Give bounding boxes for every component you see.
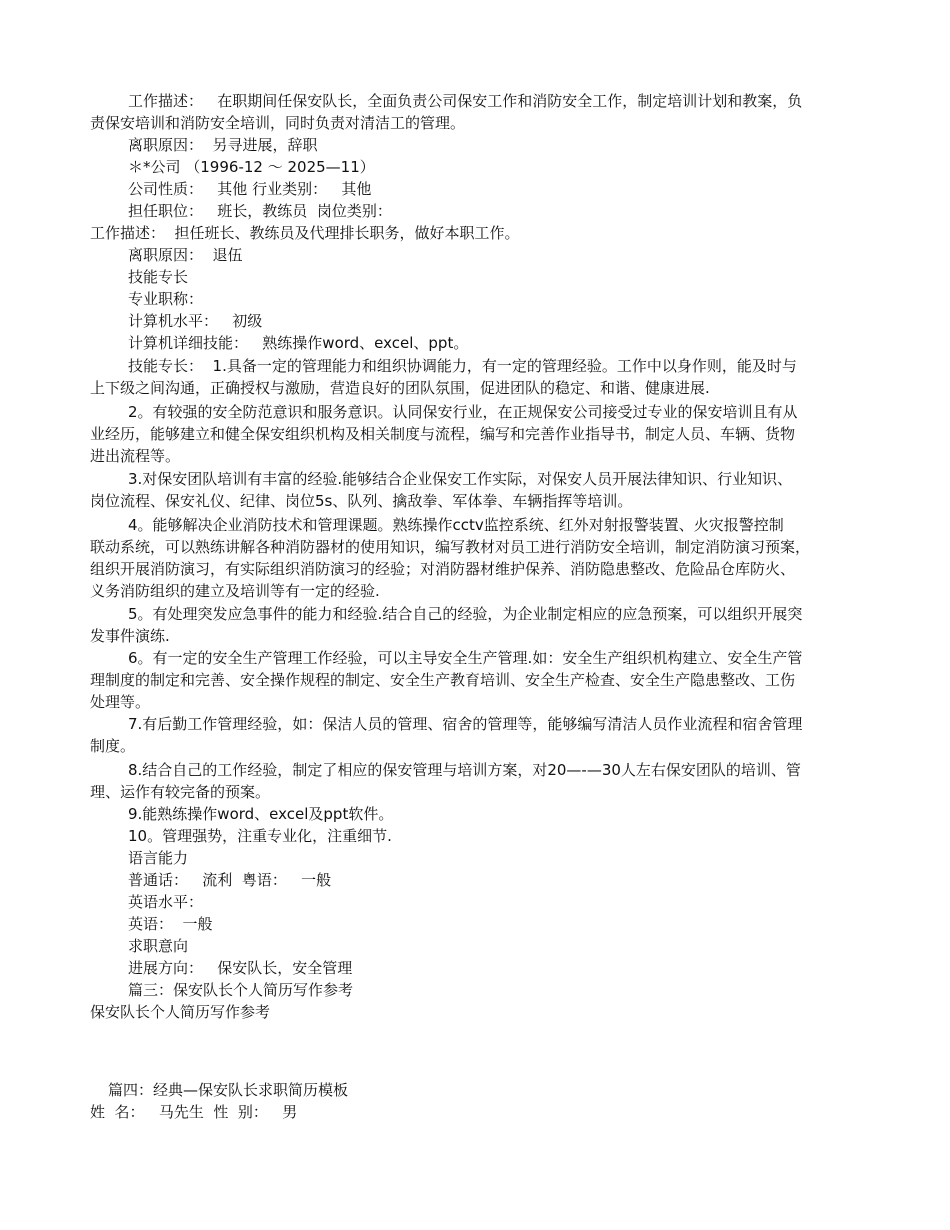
- text-line: 工作描述： 担任班长、教练员及代理排长职务，做好本职工作。: [90, 224, 520, 242]
- text-line: 计算机详细技能： 熟练操作word、excel、ppt。: [128, 334, 469, 352]
- text-line: 进展方向： 保安队长，安全管理: [128, 959, 353, 977]
- section-heading: 篇三：保安队长个人简历写作参考: [128, 981, 354, 999]
- text-line: 英语水平：: [128, 893, 204, 911]
- text-line: 10。管理强势，注重专业化，注重细节.: [128, 827, 392, 845]
- text-line: ＊*公司 （1996-12 ～ 2025—11）: [128, 158, 375, 176]
- text-line: 组织开展消防演习，有实际组织消防演习的经验；对消防器材维护保养、消防隐患整改、危险品仓库防火、: [90, 560, 796, 578]
- text-line: 计算机水平： 初级: [128, 312, 263, 330]
- text-line: 英语： 一般: [128, 915, 213, 933]
- text-line: 9.能熟练操作word、excel及ppt软件。: [128, 805, 394, 823]
- text-line: 责保安培训和消防安全培训，同时负责对清洁工的管理。: [90, 114, 466, 132]
- text-line: 制度。: [90, 737, 136, 755]
- text-line: 保安队长个人简历写作参考: [90, 1003, 271, 1021]
- text-line: 上下级之间沟通，正确授权与激励，营造良好的团队氛围，促进团队的稳定、和谐、健康进展.: [90, 379, 710, 397]
- section-heading: 篇四：经典—保安队长求职简历模板: [108, 1081, 349, 1099]
- text-line: 离职原因： 退伍: [128, 246, 243, 264]
- text-line: 公司性质： 其他 行业类别： 其他: [128, 180, 372, 198]
- text-line: 工作描述： 在职期间任保安队长，全面负责公司保安工作和消防安全工作，制定培训计划和教案，负: [128, 92, 803, 110]
- text-line: 技能专长： 1.具备一定的管理能力和组织协调能力，有一定的管理经验。工作中以身作则，能及时与: [128, 357, 797, 375]
- text-line: 专业职称：: [128, 290, 204, 308]
- text-line: 姓 名： 马先生 性 别： 男: [90, 1103, 298, 1121]
- section-heading: 语言能力: [128, 849, 189, 867]
- text-line: 处理等。: [90, 693, 151, 711]
- text-line: 5。有处理突发应急事件的能力和经验.结合自己的经验，为企业制定相应的应急预案，可以组织开展突: [128, 605, 803, 623]
- text-line: 6。有一定的安全生产管理工作经验，可以主导安全生产管理.如：安全生产组织机构建立、安全生产管: [128, 649, 803, 667]
- text-line: 理制度的制定和完善、安全操作规程的制定、安全生产教育培训、安全生产检查、安全生产隐患整改、工伤: [90, 671, 796, 689]
- section-heading: 求职意向: [128, 937, 189, 955]
- text-line: 8.结合自己的工作经验，制定了相应的保安管理与培训方案，对20—-—30人左右保安团队的培训、管: [128, 761, 801, 779]
- text-line: 发事件演练.: [90, 627, 170, 645]
- section-heading: 技能专长: [128, 268, 189, 286]
- text-line: 普通话： 流利 粤语： 一般: [128, 871, 332, 889]
- text-line: 3.对保安团队培训有丰富的经验.能够结合企业保安工作实际，对保安人员开展法律知识、行业知识、: [128, 470, 793, 488]
- text-line: 联动系统，可以熟练讲解各种消防器材的使用知识，编写教材对员工进行消防安全培训，制定消防演习预案，: [90, 538, 811, 556]
- text-line: 2。有较强的安全防范意识和服务意识。认同保安行业，在正规保安公司接受过专业的保安培训且有从: [128, 403, 798, 421]
- text-line: 进出流程等。: [90, 447, 181, 465]
- text-line: 岗位流程、保安礼仪、纪律、岗位5s、队列、擒敌拳、军体拳、车辆指挥等培训。: [90, 492, 633, 510]
- text-line: 7.有后勤工作管理经验，如：保洁人员的管理、宿舍的管理等，能够编写清洁人员作业流程和宿舍管理: [128, 715, 803, 733]
- text-line: 理、运作有较完备的预案。: [90, 783, 271, 801]
- text-line: 担任职位： 班长，教练员 岗位类别：: [128, 202, 392, 220]
- text-line: 义务消防组织的建立及培训等有一定的经验.: [90, 582, 380, 600]
- text-line: 离职原因： 另寻进展，辞职: [128, 136, 318, 154]
- text-line: 业经历，能够建立和健全保安组织机构及相关制度与流程，编写和完善作业指导书，制定人员、车辆、货物: [90, 425, 796, 443]
- text-line: 4。能够解决企业消防技术和管理课题。熟练操作cctv监控系统、红外对射报警装置、火灾报警控制: [128, 516, 784, 534]
